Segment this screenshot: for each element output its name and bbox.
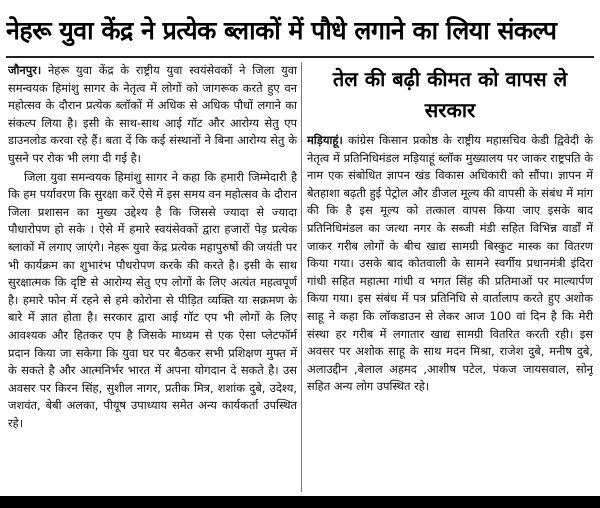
right-story-column (307, 132, 593, 492)
headline-rule (6, 56, 594, 58)
column-divider (301, 62, 302, 492)
left-story-paragraph-2: जिला युवा समन्वयक हिमांशु सागर ने कहा कि हमारी जिम्मेदारी है कि हम पर्यावरण कि सुरक्षा करें ऐसे में इस समय वन महोत्सव के दौरान जिला प्रशासन का मुख्य उद्देश्य है कि जिससे ज्यादा से ज्यादा पौधारोपण हो सके । ऐसे में हमारे स्वयंसेवकों द्वारा हजारों पेड़ प्रत्येक ब्लाकों में लगाए जाएंगे। नेहरू युवा केंद्र प्रत्येक महापुरुषों की जयंती पर भी कार्यक्रम का शुभारंभ पौधरोपण करके की करते है। इसी के साथ सुरक्षात्मक कि दृष्टि से आरोग्य सेतु एप लोगों के लिए अत्यंत महत्वपूर्ण है। हमारे फोन में रहने से हमे कोरोना से पीड़ित व्यक्ति या सक्रमण के बारे में ज्ञात होता है। सरकार द्वारा आई गॉट एप भी लोगों के लिए आवश्यक और हितकर एप है जिसके माध्यम से एक ऐसा प्लेटफॉर्म प्रदान किया जा सकेगा कि युवा घर पर बैठकर सभी प्रशिक्षण मुफ्त में के सकते है और आत्मनिर्भर भारत में अपना योगदान दे सकते है। उस अवसर पर किरन सिंह, सुशील नागर, प्रतीक मित्र, शशांक दुबे, उदेश्य, जशवंत, बेबी अलका, पीयूष उपाध्याय समेत अन्य कार्यकर्ता उपस्थित रहे। (8, 169, 297, 430)
right-story-paragraph-1 (307, 132, 593, 396)
right-story-paragraph-1-text: कांग्रेस किसान प्रकोष्ठ के राष्ट्रीय महासचिव केडी द्विवेदी के नेतृत्व में प्रतिनिधिमंडल मड़ियाहूं ब्लॉक मुख्यालय पर जाकर राष्ट्रपति के नाम एक संबोधित ज्ञापन खंड विकास अधिकारी को सौंपा। ज्ञापन में बेतहाशा बढ़ती हुई पेट्रोल और डीजल मूल्य की वापसी के संबंध में मांग की कि है इस मूल्य को तत्काल वापस किया जाए इसके बाद प्रतिनिधिमंडल का जत्था नगर के सब्जी मंडी सहित विभिन्न वार्डों में जाकर गरीब लोगों के बीच खाद्य सामग्री बिस्कुट मास्क का वितरण किया गया। उसके बाद कोतवाली के सामने स्वर्गीय प्रधानमंत्री इंदिरा गांधी सहित महात्मा गांधी व भगत सिंह की प्रतिमाओं पर माल्यार्पण किया गया। इस संबंध में पत्र प्रतिनिधि से वार्तालाप करते हुए अशोक साहू ने कहा कि लॉकडाउन से लेकर आज 100 वां दिन है कि मेरी संस्था हर गरीब में लगातार खाद्य सामग्री वितरित करती रही। इस अवसर पर अशोक साहू के साथ मदन मिश्रा, राजेश दुबे, मनीष दुबे, अलाउद्दीन ,बेलाल अहमद ,आशीष पटेल, पंकज जायसवाल, सोनू सहित अन्य लोग उपस्थित रहे। (307, 133, 593, 394)
left-story-paragraph-1 (8, 62, 297, 168)
left-story-paragraph-1-text: नेहरू युवा केंद्र के राष्ट्रीय युवा स्वयंसेवकों ने जिला युवा समन्वयक हिमांशु सागर के नेतृत्व में लोगों को जागरूक करते हुए वन महोत्सव के दौरान प्रत्येक ब्लॉकों में अधिक से अधिक पौधों लगाने का संकल्प लिया है। इसी के साथ-साथ आई गॉट और आरोग्य सेतु एप डाउनलोड करवा रहे हैं। बता दें कि कई संस्थानों ने बिना आरोग्य सेतु के घुसने पर रोक भी लगा दी गई है। (8, 63, 297, 165)
left-story-column (8, 62, 297, 492)
right-story-dateline: मड़ियाहूं। (307, 133, 343, 147)
left-story-dateline: जौनपुर। (8, 63, 42, 77)
bottom-black-bar (0, 496, 600, 508)
right-story-headline: तेल की बढ़ी कीमत को वापस ले सरकार (332, 67, 568, 122)
main-headline: नेहरू युवा केंद्र ने प्रत्येक ब्लाकों में पौधे लगाने का लिया संकल्प (6, 16, 557, 45)
